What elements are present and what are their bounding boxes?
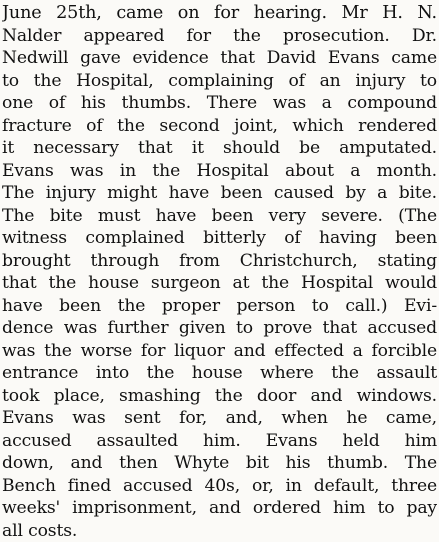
article-line: brought through from Christchurch, stating xyxy=(2,250,437,271)
article-line: took place, smashing the door and windows. xyxy=(2,385,437,406)
article-line: Nedwill gave evidence that David Evans came xyxy=(2,48,437,68)
article-line: entrance into the house where the assault xyxy=(2,363,437,383)
article-line: to the Hospital, complaining of an injury to xyxy=(2,70,437,91)
article-line: The bite must have been very severe. (The xyxy=(2,205,437,226)
article-line: Nalder appeared for the prosecution. Dr. xyxy=(2,25,437,46)
article-line: one of his thumbs. There was a compound xyxy=(2,93,437,113)
article-line: Evans was in the Hospital about a month. xyxy=(2,160,437,181)
article-line: all costs. xyxy=(2,520,78,541)
article-line: fracture of the second joint, which rendered xyxy=(2,115,437,136)
article-line: dence was further given to prove that accused xyxy=(2,318,437,338)
article-line: accused assaulted him. Evans held him xyxy=(2,430,437,451)
article-body xyxy=(2,2,437,542)
article-line: The injury might have been caused by a bite. xyxy=(2,183,437,203)
article-line: Bench fined accused 40s, or, in default, three xyxy=(2,475,437,496)
article-line: was the worse for liquor and effected a forcible xyxy=(2,340,437,361)
article-line: it necessary that it should be amputated. xyxy=(2,138,437,158)
article-line: June 25th, came on for hearing. Mr H. N. xyxy=(2,3,437,23)
article-line: have been the proper person to call.) Evi- xyxy=(2,295,437,316)
article-line: down, and then Whyte bit his thumb. The xyxy=(2,453,437,473)
article-line: witness complained bitterly of having been xyxy=(2,228,437,248)
article-line: Evans was sent for, and, when he came, xyxy=(2,408,437,428)
article-line: weeks' imprisonment, and ordered him to pay xyxy=(2,498,437,518)
article-line: that the house surgeon at the Hospital would xyxy=(2,273,437,293)
